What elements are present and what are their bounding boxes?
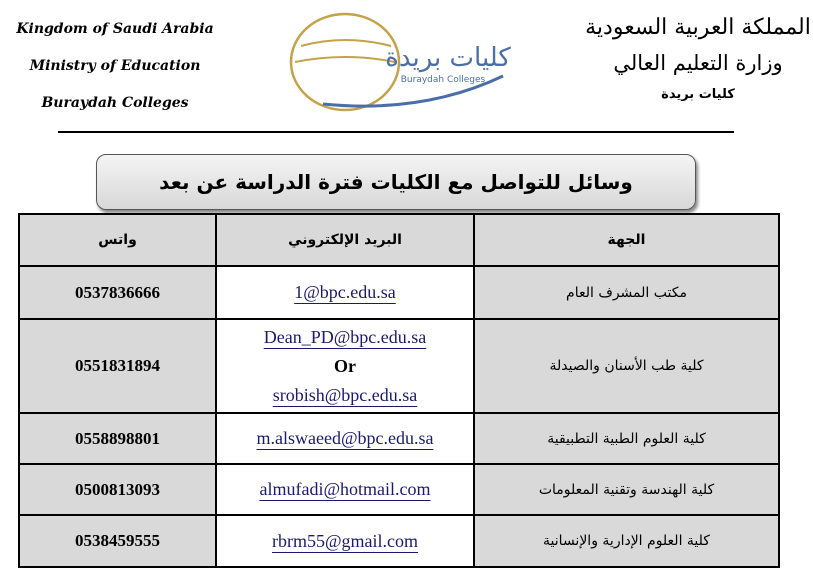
arabic-header-line-3: كليات بريدة bbox=[661, 87, 735, 102]
contacts-table bbox=[18, 213, 780, 568]
entity-cell: كلية العلوم الطبية التطبيقية bbox=[474, 413, 779, 464]
table-row bbox=[19, 464, 779, 515]
english-header-line-1: Kingdom of Saudi Arabia bbox=[16, 21, 214, 37]
arabic-header-line-2: وزارة التعليم العالي bbox=[613, 51, 783, 75]
email-cell bbox=[216, 319, 474, 413]
phone-cell: 0537836666 bbox=[19, 266, 216, 319]
email-link[interactable]: Dean_PD@bpc.edu.sa bbox=[263, 326, 427, 347]
entity-cell: كلية الهندسة وتقنية المعلومات bbox=[474, 464, 779, 515]
header-whatsapp: واتس bbox=[19, 214, 216, 266]
table-row bbox=[19, 319, 779, 413]
email-link[interactable]: 1@bpc.edu.sa bbox=[294, 282, 396, 302]
header-divider bbox=[58, 131, 734, 133]
email-link[interactable]: almufadi@hotmail.com bbox=[259, 479, 431, 499]
table-row bbox=[19, 413, 779, 464]
entity-cell: كلية العلوم الإدارية والإنسانية bbox=[474, 515, 779, 567]
entity-cell: مكتب المشرف العام bbox=[474, 266, 779, 319]
english-header bbox=[0, 12, 230, 123]
entity-cell: كلية طب الأسنان والصيدلة bbox=[474, 319, 779, 413]
buraydah-colleges-logo bbox=[283, 6, 513, 118]
table-header-row bbox=[19, 214, 779, 266]
email-cell bbox=[216, 515, 474, 567]
email-or-label: Or bbox=[334, 355, 356, 376]
email-link[interactable]: rbrm55@gmail.com bbox=[271, 530, 419, 551]
phone-cell: 0500813093 bbox=[19, 464, 216, 515]
email-cell bbox=[216, 266, 474, 319]
table-row bbox=[19, 266, 779, 319]
english-header-line-3: Buraydah Colleges bbox=[41, 95, 189, 111]
email-cell bbox=[216, 464, 474, 515]
phone-cell: 0558898801 bbox=[19, 413, 216, 464]
english-header-line-2: Ministry of Education bbox=[29, 58, 201, 74]
phone-cell: 0551831894 bbox=[19, 319, 216, 413]
header-email: البريد الإلكتروني bbox=[216, 214, 474, 266]
email-link[interactable]: m.alswaeed@bpc.edu.sa bbox=[256, 428, 434, 448]
header-entity: الجهة bbox=[474, 214, 779, 266]
arabic-header-line-1: المملكة العربية السعودية bbox=[585, 15, 811, 40]
logo-english-text: Buraydah Colleges bbox=[400, 75, 486, 85]
email-link-alt[interactable]: srobish@bpc.edu.sa bbox=[272, 384, 418, 405]
logo-arabic-text: كليات بريدة bbox=[385, 43, 511, 73]
table-row bbox=[19, 515, 779, 567]
email-cell bbox=[216, 413, 474, 464]
title-banner bbox=[96, 154, 696, 210]
arabic-header bbox=[583, 10, 813, 110]
phone-cell: 0538459555 bbox=[19, 515, 216, 567]
page-title: وسائل للتواصل مع الكليات فترة الدراسة عن بعد bbox=[159, 170, 633, 194]
